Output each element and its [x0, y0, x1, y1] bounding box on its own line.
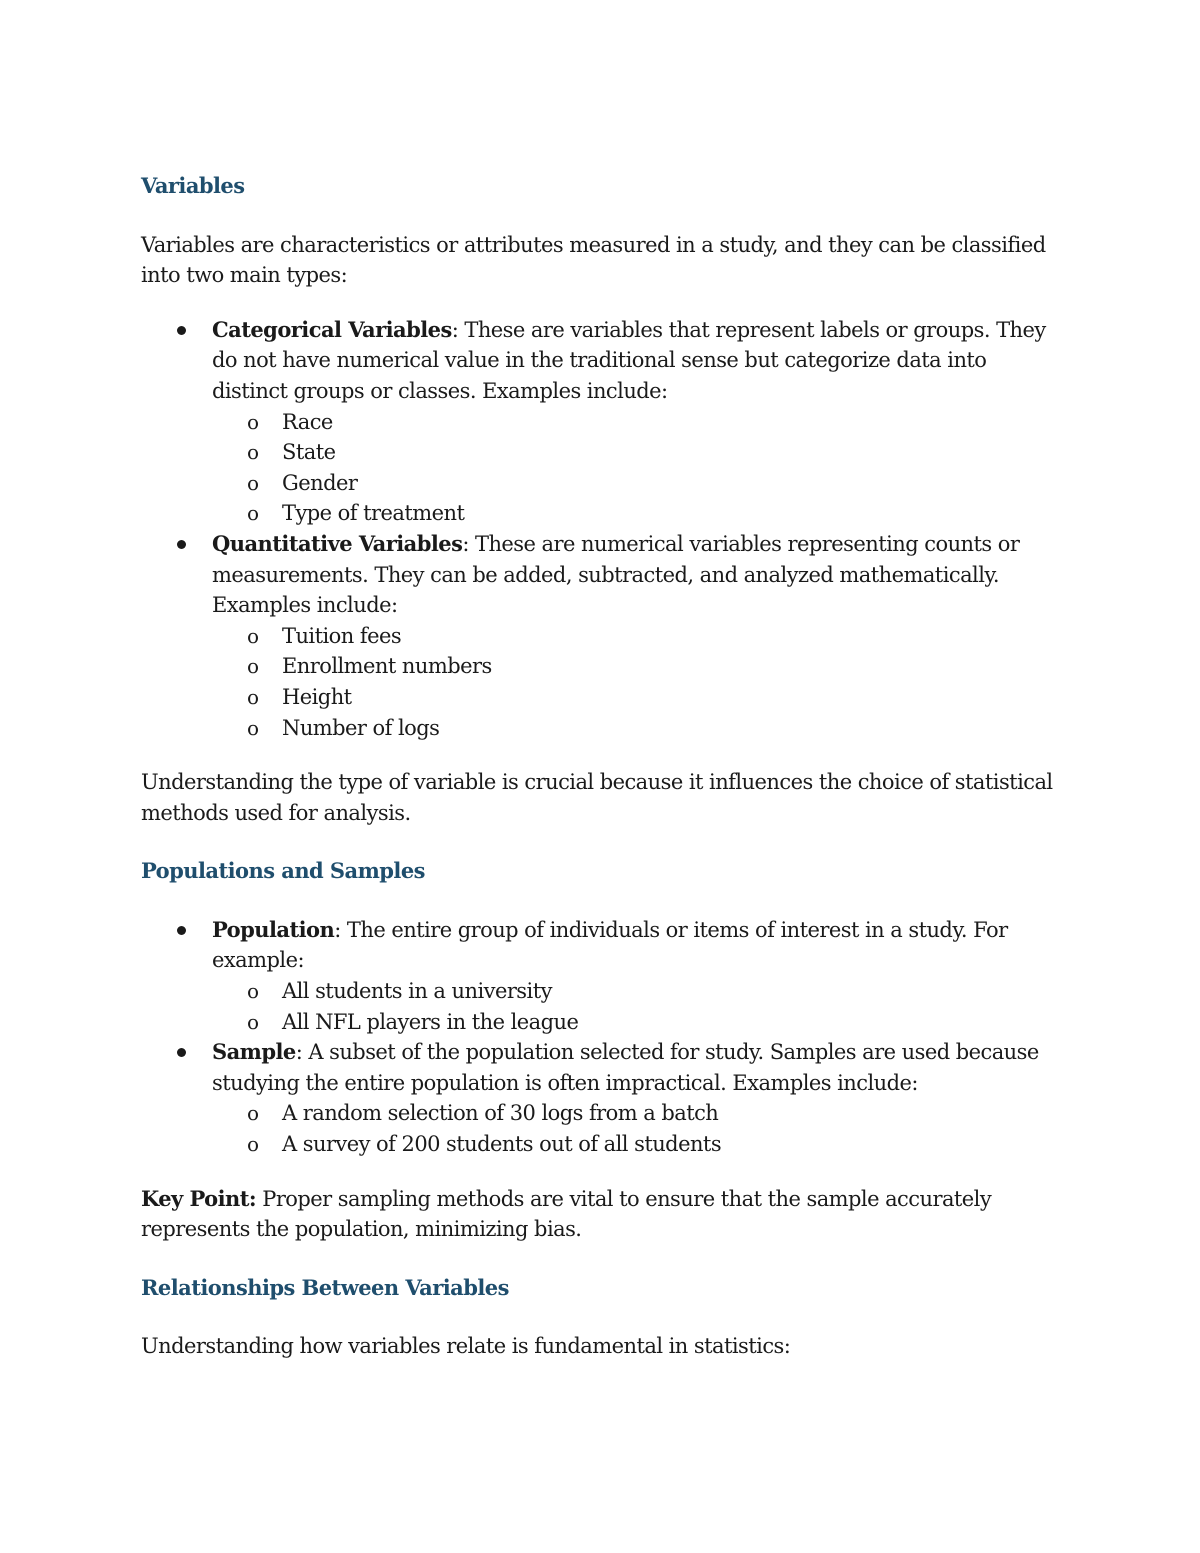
term-population: Population — [212, 916, 335, 942]
quantitative-examples — [212, 621, 1061, 743]
document-page — [141, 171, 1061, 1362]
circle-bullet-icon: o — [247, 623, 259, 648]
example-text: All students in a university — [282, 979, 552, 1004]
section-heading-populations: Populations and Samples — [141, 858, 425, 884]
list-item — [212, 682, 1061, 713]
list-item — [212, 1007, 1061, 1038]
example-text: All NFL players in the league — [282, 1009, 579, 1034]
key-point-label: Key Point: — [141, 1185, 257, 1211]
desc-quantitative: : These are numerical variables representing counts or measurements. They can be added, subtracted, and analyzed mathematically. Examples include: — [212, 531, 1020, 618]
circle-bullet-icon: o — [247, 1132, 259, 1157]
list-item — [212, 437, 1061, 468]
circle-bullet-icon: o — [247, 1009, 259, 1034]
list-item — [212, 651, 1061, 682]
list-item — [212, 976, 1061, 1007]
list-item — [212, 621, 1061, 652]
list-item — [212, 407, 1061, 438]
desc-population: : The entire group of individuals or items of interest in a study. For example: — [212, 917, 1008, 973]
desc-categorical: : These are variables that represent labels or groups. They do not have numerical value in the traditional sense but categorize data into distinct groups or classes. Examples include: — [212, 317, 1046, 403]
population-sample-list — [141, 915, 1061, 1160]
list-item-population — [141, 915, 1061, 1037]
circle-bullet-icon: o — [247, 440, 259, 465]
circle-bullet-icon: o — [247, 684, 259, 709]
list-item-sample — [141, 1037, 1061, 1159]
key-point-text: Proper sampling methods are vital to ensure that the sample accurately represents the population, minimizing bias. — [141, 1186, 992, 1242]
bullet-icon — [177, 1048, 186, 1057]
example-text: A random selection of 30 logs from a batch — [282, 1101, 719, 1126]
variables-intro: Variables are characteristics or attributes measured in a study, and they can be classified into two main types: — [141, 232, 1046, 288]
variables-closing: Understanding the type of variable is crucial because it influences the choice of statistical methods used for analysis. — [141, 770, 1053, 825]
circle-bullet-icon: o — [247, 470, 259, 495]
term-sample: Sample — [212, 1039, 296, 1065]
bullet-icon — [177, 540, 186, 549]
variable-types-list — [141, 315, 1061, 743]
example-text: Height — [282, 684, 352, 709]
list-item — [212, 1098, 1061, 1129]
list-item-quantitative — [141, 529, 1061, 743]
relationships-intro: Understanding how variables relate is fundamental in statistics: — [141, 1334, 791, 1359]
list-item — [212, 468, 1061, 499]
sample-examples — [212, 1098, 1061, 1159]
circle-bullet-icon: o — [247, 715, 259, 740]
example-text: Enrollment numbers — [282, 654, 492, 679]
desc-sample: : A subset of the population selected for study. Samples are used because studying the entire population is often impractical. Examples include: — [212, 1040, 1039, 1095]
example-text: Number of logs — [282, 715, 440, 740]
example-text: State — [282, 440, 336, 465]
list-item — [212, 498, 1061, 529]
circle-bullet-icon: o — [247, 979, 259, 1004]
key-point-paragraph — [141, 1184, 1061, 1245]
bullet-icon — [177, 326, 186, 335]
term-quantitative: Quantitative Variables — [212, 530, 463, 556]
circle-bullet-icon: o — [247, 1101, 259, 1126]
circle-bullet-icon: o — [247, 501, 259, 526]
bullet-icon — [177, 926, 186, 935]
list-item-categorical — [141, 315, 1061, 529]
circle-bullet-icon: o — [247, 654, 259, 679]
categorical-examples — [212, 407, 1061, 529]
population-examples — [212, 976, 1061, 1037]
term-categorical: Categorical Variables — [212, 316, 452, 342]
list-item — [212, 1129, 1061, 1160]
example-text: Type of treatment — [282, 501, 465, 526]
example-text: Gender — [282, 470, 358, 495]
example-text: Tuition fees — [282, 623, 402, 648]
list-item — [212, 713, 1061, 744]
example-text: A survey of 200 students out of all students — [282, 1132, 722, 1157]
circle-bullet-icon: o — [247, 409, 259, 434]
section-heading-relationships: Relationships Between Variables — [141, 1274, 509, 1300]
example-text: Race — [282, 409, 333, 434]
section-heading-variables: Variables — [141, 173, 245, 198]
